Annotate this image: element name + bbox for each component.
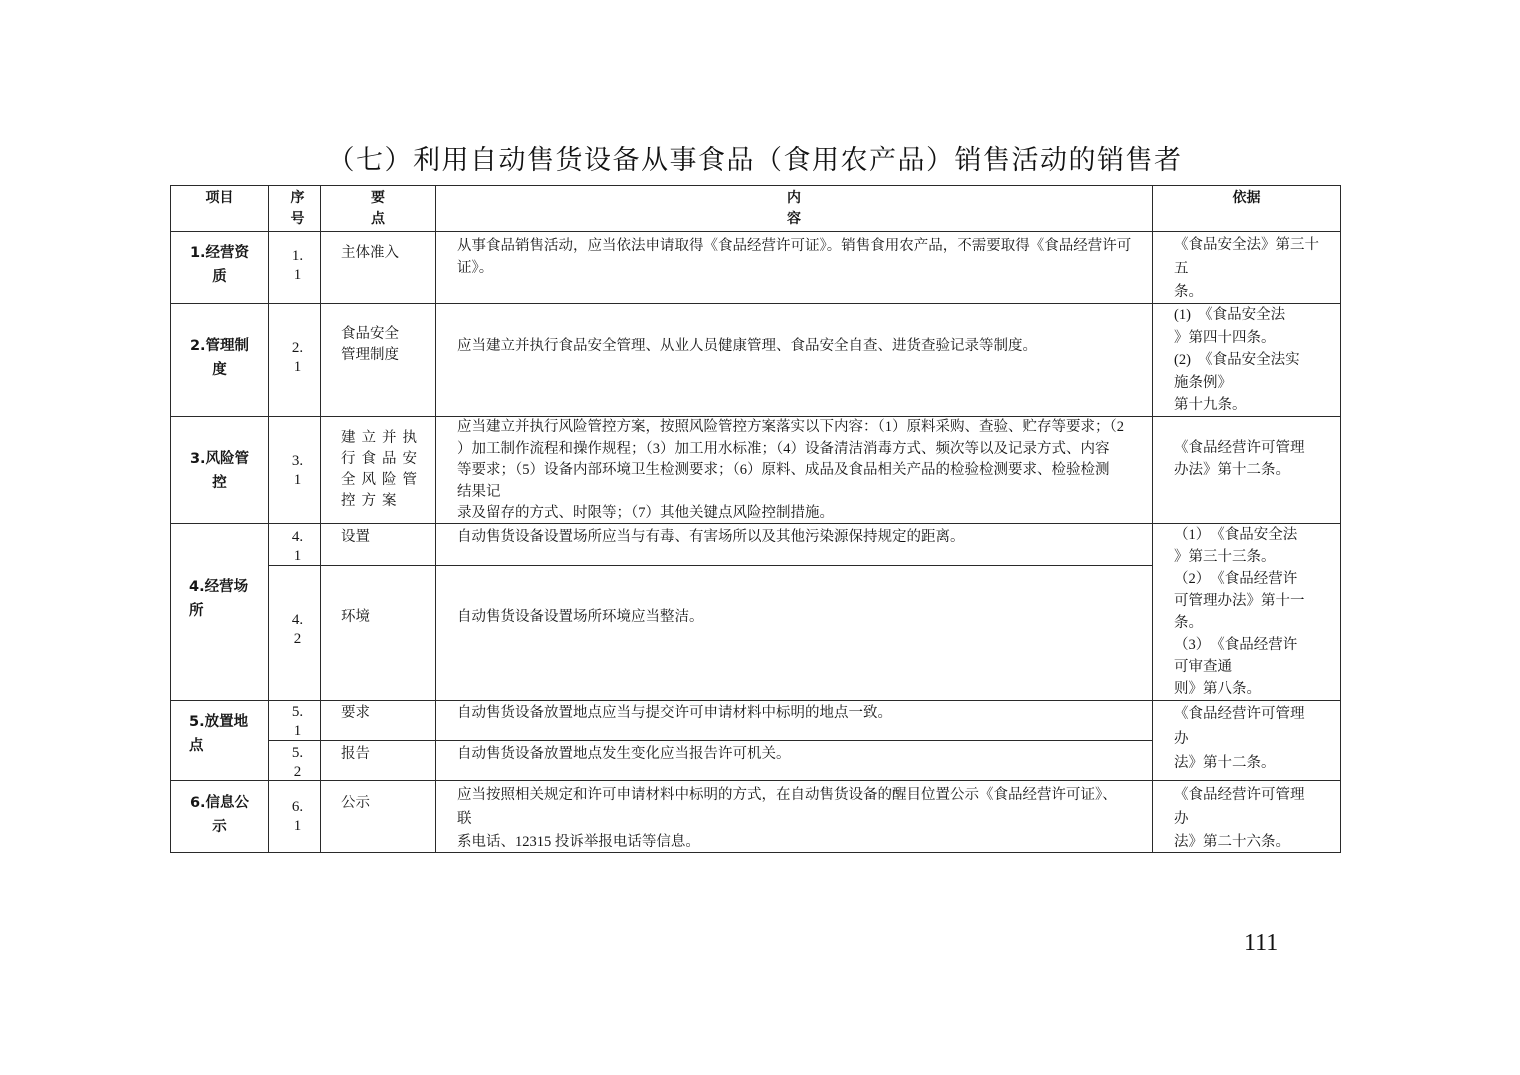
page-title: （七）利用自动售货设备从事食品（食用农产品）销售活动的销售者 [327,145,1183,175]
row-4-1-content: 自动售货设备设置场所应当与有毒、有害场所以及其他污染源保持规定的距离。 [436,524,1153,566]
row-6-1-content: 应当按照相关规定和许可申请材料中标明的方式，在自动售货设备的醒目位置公示《食品经营许可证》、 联 系电话、12315 投诉举报电话等信息。 [436,781,1153,853]
row-5-1-point: 要求 [321,701,436,741]
row-2-item: 2.管理制 度 [171,304,269,417]
page-number: 111 [1244,930,1279,956]
row-4-2-content: 自动售货设备设置场所环境应当整洁。 [436,566,1153,701]
row-1-1-content: 从事食品销售活动，应当依法申请取得《食品经营许可证》。销售食用农产品，不需要取得《食品经营许可 证》。 [436,232,1153,304]
header-content: 内 容 [436,186,1153,232]
row-5-basis: 《食品经营许可管理 办 法》第十二条。 [1153,701,1341,781]
requirements-table [170,185,1341,853]
header-item: 项目 [171,186,269,232]
row-4-item: 4.经营场 所 [171,524,269,701]
row-1-item: 1.经营资 质 [171,232,269,304]
row-4-2-seq: 4. 2 [269,566,321,701]
row-2-1-point: 食品安全 管理制度 [321,304,436,417]
row-5-1-content: 自动售货设备放置地点应当与提交许可申请材料中标明的地点一致。 [436,701,1153,741]
row-5-item: 5.放置地 点 [171,701,269,781]
row-5-2-seq: 5. 2 [269,741,321,781]
row-1-1-point: 主体准入 [321,232,436,304]
row-4-2-point: 环境 [321,566,436,701]
row-6-basis: 《食品经营许可管理 办 法》第二十六条。 [1153,781,1341,853]
row-2-1-content: 应当建立并执行食品安全管理、从业人员健康管理、食品安全自查、进货查验记录等制度。 [436,304,1153,417]
row-2-basis: (1) 《食品安全法 》第四十四条。 (2) 《食品安全法实 施条例》 第十九条。 [1153,304,1341,417]
row-4-1-point: 设置 [321,524,436,566]
row-3-item: 3.风险管 控 [171,417,269,524]
row-6-item: 6.信息公 示 [171,781,269,853]
row-1-basis: 《食品安全法》第三十 五 条。 [1153,232,1341,304]
row-6-1-point: 公示 [321,781,436,853]
row-4-basis: （1） 《食品安全法 》第三十三条。 （2） 《食品经营许 可管理办法》第十一 条。 （3） 《食品经营许 可审查通 则》第八条。 [1153,524,1341,701]
header-seq: 序 号 [269,186,321,232]
row-3-1-content: 应当建立并执行风险管控方案，按照风险管控方案落实以下内容：（1）原料采购、查验、贮存等要求；（2 ）加工制作流程和操作规程；（3）加工用水标准；（4）设备清洁消毒方式、频次等以及记录方式、内容 等要求；（5）设备内部环境卫生检测要求；（6）原料、成品及食品相关产品的检验检测要求、检验检测 结果记 录及留存的方式、时限等；（7）其他关键点风险控制措施。 [436,417,1153,524]
row-3-1-point: 建立并执 行食品安 全风险管 控方案 [321,417,436,524]
header-point: 要 点 [321,186,436,232]
row-2-1-seq: 2. 1 [269,304,321,417]
row-4-1-seq: 4. 1 [269,524,321,566]
header-basis: 依据 [1153,186,1341,232]
row-5-2-point: 报告 [321,741,436,781]
row-3-1-seq: 3. 1 [269,417,321,524]
row-1-1-seq: 1. 1 [269,232,321,304]
row-5-2-content: 自动售货设备放置地点发生变化应当报告许可机关。 [436,741,1153,781]
row-5-1-seq: 5. 1 [269,701,321,741]
row-6-1-seq: 6. 1 [269,781,321,853]
row-3-basis: 《食品经营许可管理 办法》第十二条。 [1153,417,1341,524]
